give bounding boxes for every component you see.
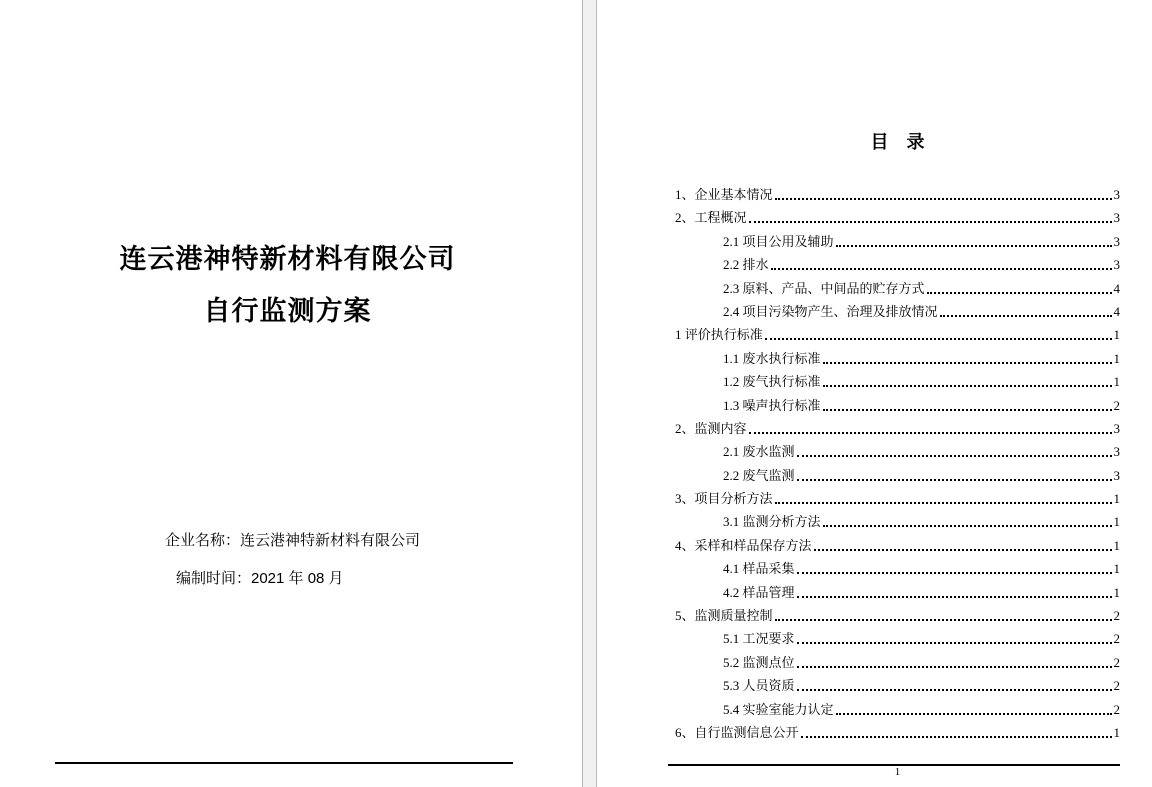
toc-entry-label: 5.1 工况要求 <box>723 631 795 647</box>
toc-entry-label: 1.2 废气执行标准 <box>723 374 821 390</box>
toc-page-number: 1 <box>894 766 901 778</box>
toc-entry[interactable] <box>675 370 1120 393</box>
toc-entry-page: 3 <box>1113 420 1120 436</box>
toc-entry[interactable] <box>675 464 1120 487</box>
toc-entry[interactable] <box>675 581 1120 604</box>
toc-dot-leader <box>823 347 1112 364</box>
toc-dot-leader <box>836 230 1112 247</box>
toc-entry[interactable] <box>675 534 1120 557</box>
toc-entry[interactable] <box>675 721 1120 744</box>
toc-entry-label: 2.4 项目污染物产生、治理及排放情况 <box>723 303 938 319</box>
toc-entry-page: 1 <box>1113 561 1120 577</box>
toc-entry[interactable] <box>675 277 1120 300</box>
toc-entry-page: 4 <box>1113 280 1120 296</box>
toc-entry-page: 1 <box>1113 491 1120 507</box>
toc-entry-label: 5.2 监测点位 <box>723 654 795 670</box>
toc-entry[interactable] <box>675 487 1120 510</box>
toc-entry-page: 2 <box>1113 678 1120 694</box>
toc-entry[interactable] <box>675 510 1120 533</box>
toc-dot-leader <box>797 557 1112 574</box>
toc-entry[interactable] <box>675 557 1120 580</box>
toc-entry-label: 1 评价执行标准 <box>675 327 763 343</box>
toc-entry[interactable] <box>675 347 1120 370</box>
toc-entry-label: 2.2 排水 <box>723 257 769 273</box>
toc-entry[interactable] <box>675 183 1120 206</box>
cover-title-line1: 连云港神特新材料有限公司 <box>119 244 456 274</box>
toc-entry-label: 4.2 样品管理 <box>723 584 795 600</box>
toc-entry[interactable] <box>675 674 1120 697</box>
toc-entry-page: 1 <box>1113 374 1120 390</box>
toc-entry[interactable] <box>675 698 1120 721</box>
toc-entry-page: 2 <box>1113 608 1120 624</box>
toc-entry-label: 2、工程概况 <box>675 210 747 226</box>
toc-entry-label: 1.3 噪声执行标准 <box>723 397 821 413</box>
toc-entry-label: 4.1 样品采集 <box>723 561 795 577</box>
toc-dot-leader <box>797 464 1112 481</box>
toc-entry-page: 1 <box>1113 537 1120 553</box>
toc-dot-leader <box>801 721 1112 738</box>
toc-entry-page: 1 <box>1113 584 1120 600</box>
toc-dot-leader <box>797 440 1112 457</box>
toc-dot-leader <box>775 487 1112 504</box>
toc-entry-page: 2 <box>1113 631 1120 647</box>
toc-entry-label: 2.2 废气监测 <box>723 467 795 483</box>
toc-entry[interactable] <box>675 627 1120 650</box>
toc-entry[interactable] <box>675 417 1120 440</box>
toc-entry-page: 3 <box>1113 233 1120 249</box>
page-gutter <box>582 0 597 787</box>
toc-entry-page: 1 <box>1113 327 1120 343</box>
toc-entry-label: 5.3 人员资质 <box>723 678 795 694</box>
toc-entry-label: 2.1 项目公用及辅助 <box>723 233 834 249</box>
toc-dot-leader <box>797 674 1112 691</box>
toc-entry[interactable] <box>675 230 1120 253</box>
toc-entry[interactable] <box>675 651 1120 674</box>
cover-date-line: 编制时间：2021 年 08 月 <box>176 570 344 587</box>
toc-dot-leader <box>823 370 1112 387</box>
toc-heading: 目 录 <box>870 132 925 152</box>
toc-dot-leader <box>775 604 1112 621</box>
toc-dot-leader <box>749 417 1112 434</box>
toc-entry-page: 3 <box>1113 257 1120 273</box>
toc-dot-leader <box>823 510 1112 527</box>
toc-entry-label: 5.4 实验室能力认定 <box>723 701 834 717</box>
toc-entry[interactable] <box>675 394 1120 417</box>
toc-entry-label: 1.1 废水执行标准 <box>723 350 821 366</box>
cover-footer-rule <box>55 762 513 764</box>
toc-dot-leader <box>797 581 1112 598</box>
toc-dot-leader <box>836 698 1112 715</box>
toc-entry-label: 4、采样和样品保存方法 <box>675 537 812 553</box>
toc-entry-page: 1 <box>1113 724 1120 740</box>
toc-dot-leader <box>775 183 1112 200</box>
toc-entry-label: 3.1 监测分析方法 <box>723 514 821 530</box>
toc-entry-page: 2 <box>1113 654 1120 670</box>
toc-dot-leader <box>940 300 1112 317</box>
toc-entry-label: 1、企业基本情况 <box>675 187 773 202</box>
toc-entry-page: 1 <box>1113 350 1120 366</box>
toc-entry-label: 2.3 原料、产品、中间品的贮存方式 <box>723 280 925 296</box>
toc-entry-page: 3 <box>1113 210 1120 226</box>
toc-dot-leader <box>797 627 1112 644</box>
toc-entry[interactable] <box>675 253 1120 276</box>
toc-dot-leader <box>765 323 1112 340</box>
toc-entry-page: 3 <box>1113 467 1120 483</box>
toc-entry[interactable] <box>675 206 1120 229</box>
toc-dot-leader <box>749 206 1112 223</box>
toc-entry[interactable] <box>675 440 1120 463</box>
toc-entry-page: 2 <box>1113 397 1120 413</box>
toc-dot-leader <box>814 534 1112 551</box>
toc-dot-leader <box>797 651 1112 668</box>
toc-page <box>597 0 1152 787</box>
cover-title-line2: 自行监测方案 <box>203 296 372 326</box>
toc-entry-page: 3 <box>1113 444 1120 460</box>
toc-entry-label: 3、项目分析方法 <box>675 491 773 507</box>
toc-entry[interactable] <box>675 604 1120 627</box>
toc-entry-page: 4 <box>1113 303 1120 319</box>
toc-entry-page: 2 <box>1113 701 1120 717</box>
toc-entry-label: 2、监测内容 <box>675 420 747 436</box>
toc-dot-leader <box>823 394 1112 411</box>
toc-entry-page: 1 <box>1113 514 1120 530</box>
toc-entry[interactable] <box>675 300 1120 323</box>
toc-dot-leader <box>771 253 1112 270</box>
toc-entry-label: 2.1 废水监测 <box>723 444 795 460</box>
toc-entry-label: 5、监测质量控制 <box>675 608 773 624</box>
cover-company-line: 企业名称：连云港神特新材料有限公司 <box>165 532 421 549</box>
toc-entry-page: 3 <box>1113 187 1120 202</box>
toc-dot-leader <box>927 277 1112 294</box>
toc-entry-label: 6、自行监测信息公开 <box>675 724 799 740</box>
toc-entry[interactable] <box>675 323 1120 346</box>
toc-list <box>675 183 1120 744</box>
